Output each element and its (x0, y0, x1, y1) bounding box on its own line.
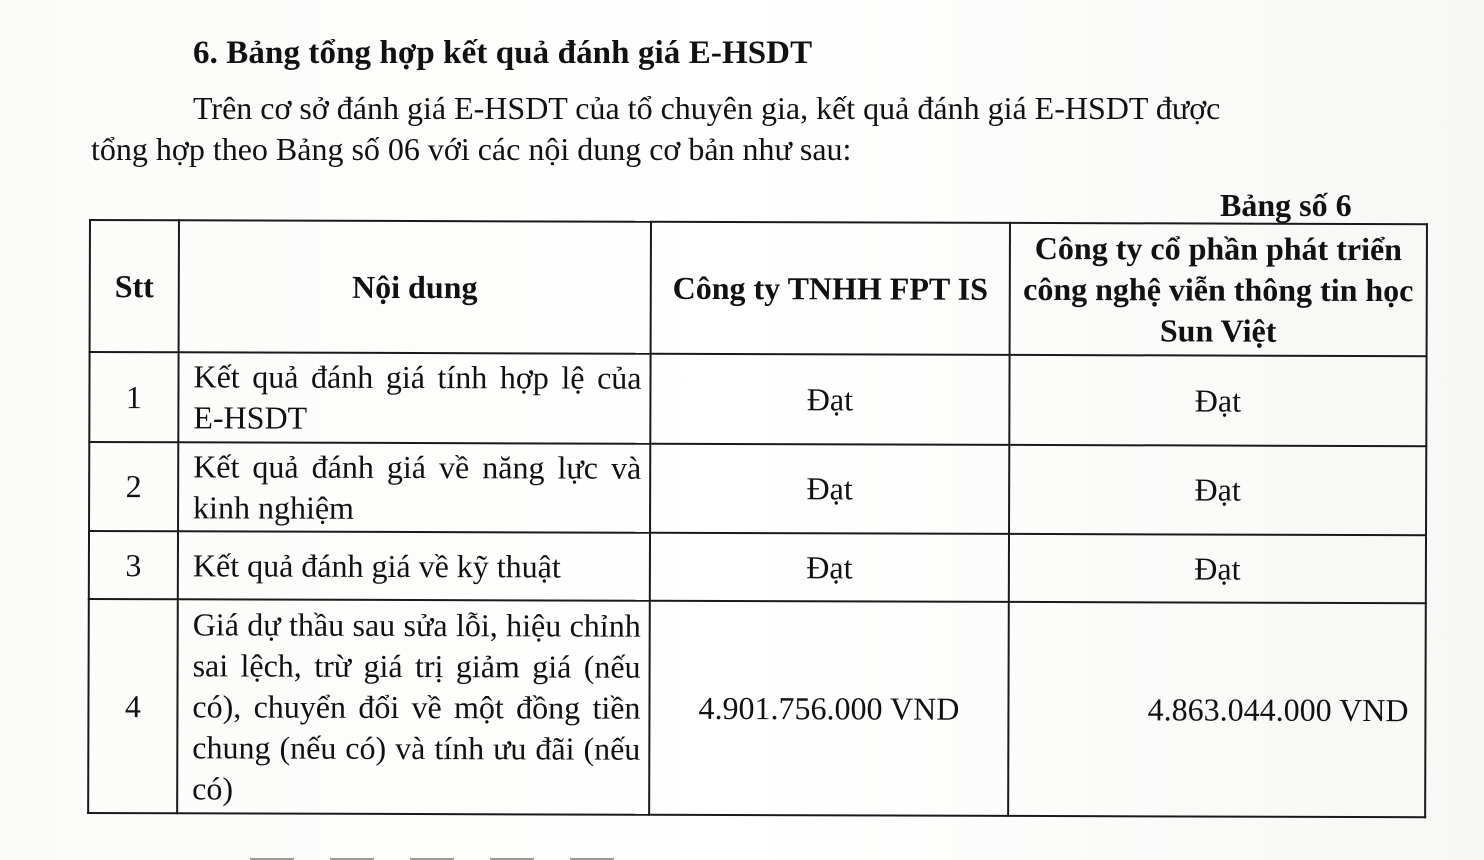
intro-line-2: tổng hợp theo Bảng số 06 với các nội dung cơ bản như sau: (91, 131, 852, 167)
fpt-result: Đạt (650, 533, 1009, 602)
table-row (89, 442, 1426, 535)
evaluation-summary-table (87, 219, 1428, 818)
fpt-result: Đạt (650, 444, 1009, 534)
row-content: Giá dự thầu sau sửa lỗi, hiệu chỉnh sai lệch, trừ giá trị giảm giá (nếu có), chuyển đổi về một đồng tiền chung (nếu có) và tính ưu đãi (nếu có) (177, 599, 650, 814)
header-stt: Stt (90, 220, 179, 352)
header-content: Nội dung (179, 220, 651, 353)
header-company-fpt: Công ty TNHH FPT IS (651, 222, 1010, 355)
intro-line-1: Trên cơ sở đánh giá E-HSDT của tổ chuyên gia, kết quả đánh giá E-HSDT được (193, 90, 1221, 126)
table-row (89, 352, 1426, 446)
sun-viet-result: Đạt (1009, 534, 1426, 603)
sun-viet-result: Đạt (1009, 355, 1426, 446)
row-stt: 1 (89, 352, 178, 442)
row-content: Kết quả đánh giá về kỹ thuật (178, 531, 650, 600)
sun-viet-result: Đạt (1009, 445, 1426, 535)
sun-viet-price: 4.863.044.000 VND (1008, 602, 1426, 817)
cropped-previous-line (470, 0, 1310, 8)
table-header-row (90, 220, 1427, 356)
row-content: Kết quả đánh giá tính hợp lệ của E-HSDT (178, 352, 650, 443)
fpt-result: Đạt (650, 354, 1009, 445)
table-row (89, 531, 1426, 603)
row-stt: 3 (89, 531, 178, 599)
row-content: Kết quả đánh giá về năng lực và kinh nghiệm (178, 442, 650, 532)
header-company-sun-viet: Công ty cổ phần phát triển công nghệ viễn thông tin học Sun Việt (1010, 223, 1427, 356)
intro-paragraph (91, 88, 1376, 170)
fpt-price: 4.901.756.000 VND (649, 601, 1009, 816)
row-stt: 4 (88, 599, 178, 813)
section-title: 6. Bảng tổng hợp kết quả đánh giá E-HSDT (193, 35, 813, 71)
table-caption: Bảng số 6 (1220, 187, 1352, 223)
table-row (88, 599, 1426, 817)
row-stt: 2 (89, 442, 178, 531)
cropped-next-line (250, 849, 670, 860)
